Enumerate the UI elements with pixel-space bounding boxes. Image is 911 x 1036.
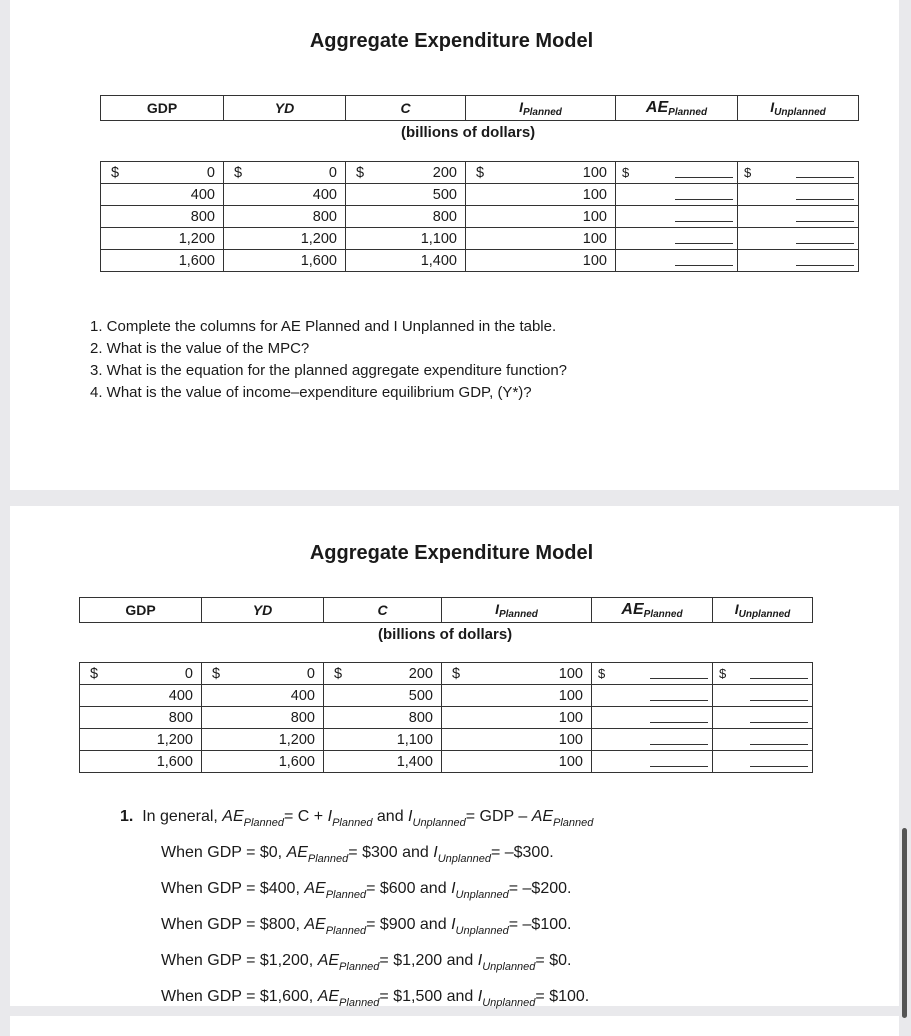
i-unplanned-blank[interactable] <box>713 751 813 773</box>
gdp-cell: 400 <box>80 685 202 707</box>
table-row <box>80 729 813 751</box>
i-unplanned-blank[interactable] <box>738 184 859 206</box>
table-row <box>80 751 813 773</box>
header-ae-planned: $AE_{Planned}$ <box>592 598 713 623</box>
data-table <box>79 662 813 773</box>
ae-planned-blank[interactable]: $ <box>616 162 738 184</box>
solution-lines <box>120 838 593 1018</box>
header-yd: YD <box>224 96 346 121</box>
c-cell: $ 200 <box>324 663 442 685</box>
header-ae-planned: $AE_{Planned}$ <box>616 96 738 121</box>
table-row <box>80 707 813 729</box>
yd-cell: 400 <box>224 184 346 206</box>
gdp-cell: 400 <box>101 184 224 206</box>
yd-cell: 1,200 <box>202 729 324 751</box>
units-label: (billions of dollars) <box>401 124 536 141</box>
header-i-planned: $I_{Planned}$ <box>442 598 592 623</box>
data-rows <box>101 162 859 272</box>
question-3: 3. What is the equation for the planned aggregate expenditure function? <box>90 362 568 379</box>
ae-planned-blank[interactable] <box>616 184 738 206</box>
solution-general: 1. In general, $AE_{Planned}= C + I_{Planned}$ and $I_{Unplanned}=$ GDP – $AE_{Planned}$ <box>120 808 594 829</box>
i-planned-cell: 100 <box>466 206 616 228</box>
question-4: 4. What is the value of income–expenditure equilibrium GDP, (Y*)? <box>90 384 532 401</box>
worksheet-page-3 <box>10 1016 899 1036</box>
solution-line: When GDP = $400, $AE_{Planned}=$ $600 and $I_{Unplanned}=$ –$200. <box>161 880 572 901</box>
c-cell: 1,100 <box>346 228 466 250</box>
c-cell: 1,400 <box>346 250 466 272</box>
i-planned-cell: $ 100 <box>466 162 616 184</box>
ae-planned-blank[interactable] <box>592 751 713 773</box>
i-planned-cell: 100 <box>442 685 592 707</box>
i-planned-cell: $ 100 <box>442 663 592 685</box>
c-cell: 500 <box>346 184 466 206</box>
units-label: (billions of dollars) <box>378 626 513 643</box>
header-gdp: GDP <box>80 598 202 623</box>
c-cell: $ 200 <box>346 162 466 184</box>
table-row <box>101 184 859 206</box>
gdp-cell: 1,600 <box>80 751 202 773</box>
yd-cell: $ 0 <box>202 663 324 685</box>
i-unplanned-blank[interactable] <box>713 685 813 707</box>
worksheet-page-2 <box>10 506 899 1009</box>
worksheet-page-1 <box>10 0 899 490</box>
i-planned-cell: 100 <box>466 184 616 206</box>
i-unplanned-blank[interactable]: $ <box>713 663 813 685</box>
table-row <box>101 250 859 272</box>
yd-cell: 800 <box>202 707 324 729</box>
data-rows <box>80 663 813 773</box>
gdp-cell: 800 <box>80 707 202 729</box>
yd-cell: $ 0 <box>224 162 346 184</box>
gdp-cell: 1,200 <box>101 228 224 250</box>
scrollbar[interactable] <box>902 828 907 1018</box>
solution-line: When GDP = $1,600, $AE_{Planned}=$ $1,500 and $I_{Unplanned}=$ $100. <box>161 988 590 1009</box>
yd-cell: 400 <box>202 685 324 707</box>
c-cell: 1,400 <box>324 751 442 773</box>
ae-planned-blank[interactable] <box>616 228 738 250</box>
i-planned-cell: 100 <box>442 751 592 773</box>
page-title: Aggregate Expenditure Model <box>309 542 594 564</box>
gdp-cell: 1,600 <box>101 250 224 272</box>
header-c: C <box>324 598 442 623</box>
header-table <box>100 95 859 121</box>
ae-planned-blank[interactable] <box>616 206 738 228</box>
gdp-cell: $ 0 <box>80 663 202 685</box>
solution-line: When GDP = $0, $AE_{Planned}=$ $300 and $I_{Unplanned}=$ –$300. <box>161 844 554 865</box>
solution-line: When GDP = $800, $AE_{Planned}=$ $900 and $I_{Unplanned}=$ –$100. <box>161 916 572 937</box>
header-gdp: GDP <box>101 96 224 121</box>
ae-planned-blank[interactable] <box>592 685 713 707</box>
question-2: 2. What is the value of the MPC? <box>90 340 310 357</box>
header-c: C <box>346 96 466 121</box>
c-cell: 1,100 <box>324 729 442 751</box>
c-cell: 800 <box>346 206 466 228</box>
ae-planned-blank[interactable] <box>616 250 738 272</box>
header-yd: YD <box>202 598 324 623</box>
table-row <box>101 228 859 250</box>
page-title: Aggregate Expenditure Model <box>309 30 594 52</box>
header-i-unplanned: $I_{Unplanned}$ <box>713 598 813 623</box>
yd-cell: 1,200 <box>224 228 346 250</box>
c-cell: 800 <box>324 707 442 729</box>
ae-planned-blank[interactable] <box>592 707 713 729</box>
header-table <box>79 597 813 623</box>
i-planned-cell: 100 <box>442 729 592 751</box>
i-unplanned-blank[interactable] <box>713 729 813 751</box>
solution-block <box>120 802 593 1018</box>
header-i-planned: $I_{Planned}$ <box>466 96 616 121</box>
i-unplanned-blank[interactable] <box>738 228 859 250</box>
yd-cell: 1,600 <box>202 751 324 773</box>
table-row <box>80 663 813 685</box>
table-row <box>101 162 859 184</box>
i-planned-cell: 100 <box>466 250 616 272</box>
table-row <box>80 685 813 707</box>
question-1: 1. Complete the columns for AE Planned and I Unplanned in the table. <box>90 318 557 335</box>
i-unplanned-blank[interactable] <box>738 206 859 228</box>
ae-planned-blank[interactable] <box>592 729 713 751</box>
solution-line: When GDP = $1,200, $AE_{Planned}=$ $1,200 and $I_{Unplanned}=$ $0. <box>161 952 572 973</box>
yd-cell: 800 <box>224 206 346 228</box>
gdp-cell: 1,200 <box>80 729 202 751</box>
c-cell: 500 <box>324 685 442 707</box>
data-table <box>100 161 859 272</box>
i-planned-cell: 100 <box>466 228 616 250</box>
header-i-unplanned: $I_{Unplanned}$ <box>738 96 859 121</box>
gdp-cell: 800 <box>101 206 224 228</box>
i-unplanned-blank[interactable] <box>738 250 859 272</box>
gdp-cell: $ 0 <box>101 162 224 184</box>
question-list <box>90 316 567 404</box>
ae-planned-blank[interactable]: $ <box>592 663 713 685</box>
i-unplanned-blank[interactable]: $ <box>738 162 859 184</box>
table-row <box>101 206 859 228</box>
i-planned-cell: 100 <box>442 707 592 729</box>
yd-cell: 1,600 <box>224 250 346 272</box>
i-unplanned-blank[interactable] <box>713 707 813 729</box>
